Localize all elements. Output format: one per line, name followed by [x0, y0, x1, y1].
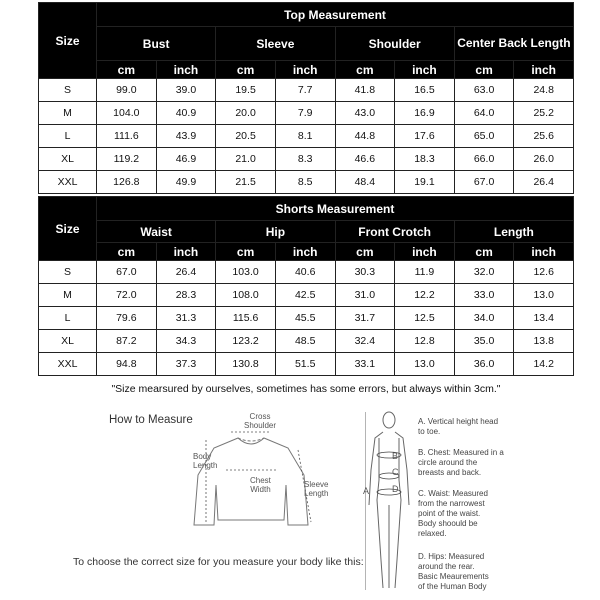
- shorts-measurement-title: Shorts Measurement: [97, 197, 574, 221]
- table-row: [39, 171, 574, 194]
- value-cell: 72.0: [97, 284, 157, 307]
- value-cell: 40.6: [275, 261, 335, 284]
- value-cell: 45.5: [275, 307, 335, 330]
- value-cell: 12.8: [395, 330, 455, 353]
- unit-inch-header: inch: [514, 243, 574, 261]
- value-cell: 31.7: [335, 307, 395, 330]
- value-cell: 16.9: [395, 102, 455, 125]
- value-cell: 33.1: [335, 353, 395, 376]
- bust-header: Bust: [97, 27, 216, 61]
- size-cell: S: [39, 261, 97, 284]
- note-b: B. Chest: Measured in a circle around the breasts and back.: [418, 448, 504, 477]
- unit-cm-header: cm: [335, 61, 395, 79]
- value-cell: 36.0: [454, 353, 514, 376]
- letter-d: D: [392, 484, 399, 494]
- value-cell: 46.9: [156, 148, 216, 171]
- table-row: [39, 125, 574, 148]
- table-row: [39, 353, 574, 376]
- unit-cm-header: cm: [97, 243, 157, 261]
- unit-inch-header: inch: [156, 61, 216, 79]
- unit-inch-header: inch: [156, 243, 216, 261]
- shorts-measurement-table: [38, 196, 574, 376]
- value-cell: 130.8: [216, 353, 276, 376]
- top-measurement-title: Top Measurement: [97, 3, 574, 27]
- size-cell: XXL: [39, 171, 97, 194]
- value-cell: 123.2: [216, 330, 276, 353]
- unit-inch-header: inch: [395, 243, 455, 261]
- cross-shoulder-label: Cross Shoulder: [243, 412, 277, 430]
- front-crotch-header: Front Crotch: [335, 221, 454, 243]
- value-cell: 13.0: [395, 353, 455, 376]
- value-cell: 13.0: [514, 284, 574, 307]
- body-length-label: Body Length: [193, 452, 218, 470]
- value-cell: 26.0: [514, 148, 574, 171]
- measurement-footnote: "Size mearsured by ourselves, sometimes has some errors, but always within 3cm.": [111, 383, 501, 395]
- value-cell: 7.7: [275, 79, 335, 102]
- letter-b: B: [392, 451, 399, 461]
- value-cell: 19.5: [216, 79, 276, 102]
- value-cell: 94.8: [97, 353, 157, 376]
- shirt-outline: [194, 438, 308, 525]
- value-cell: 13.4: [514, 307, 574, 330]
- center-back-length-header: Center Back Length: [454, 27, 573, 61]
- value-cell: 12.2: [395, 284, 455, 307]
- value-cell: 30.3: [335, 261, 395, 284]
- shoulder-header: Shoulder: [335, 27, 454, 61]
- value-cell: 21.5: [216, 171, 276, 194]
- value-cell: 28.3: [156, 284, 216, 307]
- value-cell: 41.8: [335, 79, 395, 102]
- value-cell: 24.8: [514, 79, 574, 102]
- value-cell: 8.3: [275, 148, 335, 171]
- value-cell: 18.3: [395, 148, 455, 171]
- unit-cm-header: cm: [216, 61, 276, 79]
- sleeve-length-line: [298, 450, 311, 522]
- value-cell: 44.8: [335, 125, 395, 148]
- value-cell: 12.6: [514, 261, 574, 284]
- value-cell: 20.0: [216, 102, 276, 125]
- size-cell: M: [39, 284, 97, 307]
- value-cell: 20.5: [216, 125, 276, 148]
- value-cell: 43.9: [156, 125, 216, 148]
- value-cell: 8.1: [275, 125, 335, 148]
- value-cell: 21.0: [216, 148, 276, 171]
- value-cell: 48.5: [275, 330, 335, 353]
- value-cell: 13.8: [514, 330, 574, 353]
- unit-inch-header: inch: [275, 61, 335, 79]
- value-cell: 12.5: [395, 307, 455, 330]
- unit-cm-header: cm: [335, 243, 395, 261]
- value-cell: 32.4: [335, 330, 395, 353]
- unit-inch-header: inch: [275, 243, 335, 261]
- value-cell: 115.6: [216, 307, 276, 330]
- value-cell: 32.0: [454, 261, 514, 284]
- value-cell: 17.6: [395, 125, 455, 148]
- size-cell: XL: [39, 330, 97, 353]
- table-row: [39, 102, 574, 125]
- value-cell: 66.0: [454, 148, 514, 171]
- value-cell: 126.8: [97, 171, 157, 194]
- table-row: [39, 261, 574, 284]
- unit-inch-header: inch: [514, 61, 574, 79]
- table-row: [39, 284, 574, 307]
- value-cell: 35.0: [454, 330, 514, 353]
- measure-instruction: To choose the correct size for you measure your body like this:: [73, 556, 364, 568]
- table-row: [39, 330, 574, 353]
- value-cell: 87.2: [97, 330, 157, 353]
- shirt-diagram: [186, 430, 336, 530]
- table-row: [39, 307, 574, 330]
- value-cell: 37.3: [156, 353, 216, 376]
- value-cell: 43.0: [335, 102, 395, 125]
- value-cell: 25.2: [514, 102, 574, 125]
- waist-header: Waist: [97, 221, 216, 243]
- value-cell: 42.5: [275, 284, 335, 307]
- value-cell: 48.4: [335, 171, 395, 194]
- value-cell: 67.0: [454, 171, 514, 194]
- size-cell: L: [39, 307, 97, 330]
- unit-inch-header: inch: [395, 61, 455, 79]
- value-cell: 7.9: [275, 102, 335, 125]
- value-cell: 108.0: [216, 284, 276, 307]
- letter-a: A: [363, 486, 370, 496]
- how-to-measure-heading: How to Measure: [109, 414, 193, 426]
- sleeve-header: Sleeve: [216, 27, 335, 61]
- unit-cm-header: cm: [97, 61, 157, 79]
- value-cell: 79.6: [97, 307, 157, 330]
- note-a: A. Vertical height head to toe.: [418, 417, 499, 436]
- unit-cm-header: cm: [454, 61, 514, 79]
- value-cell: 49.9: [156, 171, 216, 194]
- note-d: D. Hips: Measured around the rear. Basic Meaurements of the Human Body: [418, 552, 489, 591]
- value-cell: 40.9: [156, 102, 216, 125]
- value-cell: 14.2: [514, 353, 574, 376]
- unit-cm-header: cm: [216, 243, 276, 261]
- value-cell: 33.0: [454, 284, 514, 307]
- size-column-header: Size: [39, 197, 97, 261]
- size-cell: XXL: [39, 353, 97, 376]
- body-figure-diagram: [365, 410, 413, 600]
- size-column-header: Size: [39, 3, 97, 79]
- value-cell: 19.1: [395, 171, 455, 194]
- value-cell: 39.0: [156, 79, 216, 102]
- head-outline: [383, 412, 395, 428]
- hip-header: Hip: [216, 221, 335, 243]
- value-cell: 119.2: [97, 148, 157, 171]
- value-cell: 64.0: [454, 102, 514, 125]
- value-cell: 31.0: [335, 284, 395, 307]
- value-cell: 16.5: [395, 79, 455, 102]
- value-cell: 63.0: [454, 79, 514, 102]
- size-cell: L: [39, 125, 97, 148]
- value-cell: 65.0: [454, 125, 514, 148]
- table-row: [39, 148, 574, 171]
- size-cell: S: [39, 79, 97, 102]
- letter-c: C: [392, 467, 399, 477]
- value-cell: 26.4: [514, 171, 574, 194]
- value-cell: 111.6: [97, 125, 157, 148]
- value-cell: 99.0: [97, 79, 157, 102]
- value-cell: 31.3: [156, 307, 216, 330]
- top-measurement-table: [38, 2, 574, 194]
- value-cell: 8.5: [275, 171, 335, 194]
- value-cell: 34.3: [156, 330, 216, 353]
- value-cell: 25.6: [514, 125, 574, 148]
- value-cell: 104.0: [97, 102, 157, 125]
- table-row: [39, 79, 574, 102]
- size-cell: M: [39, 102, 97, 125]
- value-cell: 51.5: [275, 353, 335, 376]
- chest-width-label: Chest Width: [250, 476, 271, 494]
- length-header: Length: [454, 221, 573, 243]
- value-cell: 46.6: [335, 148, 395, 171]
- value-cell: 103.0: [216, 261, 276, 284]
- value-cell: 67.0: [97, 261, 157, 284]
- value-cell: 11.9: [395, 261, 455, 284]
- note-c: C. Waist: Measured from the narrowest point of the waist. Body shoould be relaxed.: [418, 489, 488, 538]
- arms-outline: [369, 432, 409, 505]
- value-cell: 26.4: [156, 261, 216, 284]
- value-cell: 34.0: [454, 307, 514, 330]
- size-cell: XL: [39, 148, 97, 171]
- unit-cm-header: cm: [454, 243, 514, 261]
- sleeve-length-label: Sleeve Length: [304, 480, 329, 498]
